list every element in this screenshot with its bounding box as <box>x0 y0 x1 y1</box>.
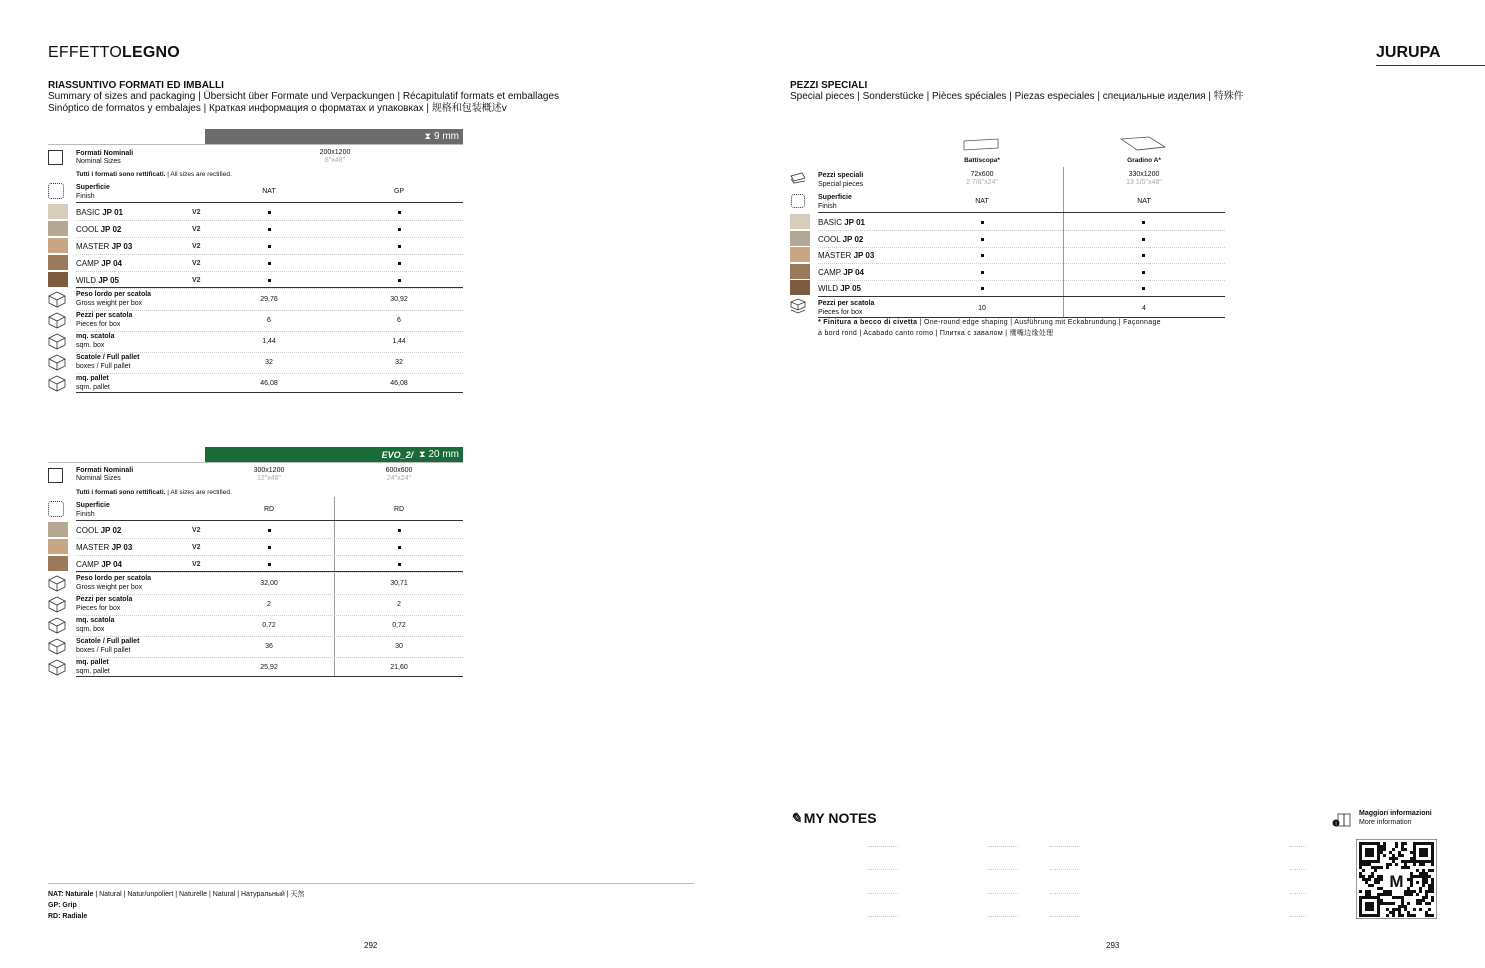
pack-label: Scatole / Full pallet <box>76 638 140 645</box>
divider <box>818 296 1225 297</box>
tile-swatch <box>48 204 68 219</box>
product-name: BASIC JP 01 <box>818 218 865 227</box>
pack-sublabel: boxes / Full pallet <box>76 647 131 654</box>
pack-value: 1,44 <box>262 338 276 345</box>
page-number-left: 292 <box>364 941 378 950</box>
finish-nat: NAT <box>262 188 276 195</box>
pack-value: 4 <box>1142 305 1146 312</box>
product-name: COOL JP 02 <box>76 526 122 535</box>
box-icon <box>48 659 66 677</box>
footer-divider <box>48 883 694 884</box>
note-line <box>988 916 1018 917</box>
finish-sublabel: Finish <box>76 511 95 518</box>
size-inch: 12"x48" <box>256 475 282 482</box>
variation-badge: V2 <box>192 226 201 233</box>
finish-icon <box>791 194 805 208</box>
collection-title: JURUPA <box>1376 44 1441 61</box>
col-head-gradino: Gradino A* <box>1127 157 1161 164</box>
row-divider <box>818 230 1225 231</box>
note-line <box>1290 916 1306 917</box>
box-icon <box>48 354 66 372</box>
pack-sublabel: boxes / Full pallet <box>76 363 131 370</box>
note-line <box>988 869 1018 870</box>
variation-badge: V2 <box>192 544 201 551</box>
variation-badge: V2 <box>192 243 201 250</box>
legend-gp: GP: Grip <box>48 902 77 909</box>
col-head-battiscopa: Battiscopa* <box>964 157 1000 164</box>
finish-icon <box>48 183 64 199</box>
row-divider <box>76 310 463 311</box>
page-number-right: 293 <box>1106 941 1120 950</box>
row-divider <box>76 254 463 255</box>
rectified-note: Tutti i formati sono rettificati. | All sizes are rectified. <box>76 171 232 178</box>
finish-label: Superficie <box>818 194 852 201</box>
box-icon <box>48 333 66 351</box>
divider <box>76 287 463 288</box>
edge-note-2: à bord rond | Acabado canto romo | Плитка с завалом | 鹰嘴边缘处理 <box>818 330 1054 337</box>
finish-nat: NAT <box>975 198 989 205</box>
pieces-sublabel: Special pieces <box>818 181 864 188</box>
variation-badge: V2 <box>192 561 201 568</box>
title-underline <box>1376 65 1485 66</box>
pieces-label: Pezzi speciali <box>818 172 864 179</box>
pack-label: mq. scatola <box>76 333 115 340</box>
availability-dot <box>268 279 271 282</box>
row-divider <box>76 657 463 658</box>
row-divider <box>76 538 463 539</box>
finish-label: Superficie <box>76 184 110 191</box>
row-divider <box>76 636 463 637</box>
row-divider <box>76 220 463 221</box>
special-pieces-icon <box>790 171 806 185</box>
availability-dot <box>268 546 271 549</box>
tile-swatch <box>790 231 810 246</box>
pack-value: 46,08 <box>390 380 408 387</box>
product-name: COOL JP 02 <box>76 225 122 234</box>
pack-sublabel: Gross weight per box <box>76 300 143 307</box>
availability-dot <box>981 254 984 257</box>
tile-swatch <box>790 214 810 229</box>
pack-value: 6 <box>397 317 401 324</box>
column-divider <box>334 497 335 677</box>
availability-dot <box>398 546 401 549</box>
pack-value: 0,72 <box>262 622 276 629</box>
pencil-icon: ✎ <box>790 810 802 826</box>
pack-value: 25,92 <box>260 664 278 671</box>
edge-note-1: * Finitura a becco di civetta | One-round edge shaping | Ausführung mit Eckabrundung | Façonnage <box>818 319 1161 326</box>
divider <box>818 212 1225 213</box>
tile-swatch <box>790 247 810 262</box>
thickness-icon: ⧗ <box>419 449 426 459</box>
availability-dot <box>398 262 401 265</box>
availability-dot <box>398 211 401 214</box>
size-value: 300x1200 <box>253 467 285 474</box>
tile-swatch <box>790 280 810 295</box>
pack-value: 36 <box>265 643 273 650</box>
pack-value: 10 <box>978 305 986 312</box>
tile-swatch <box>48 522 68 537</box>
pack-value: 21,60 <box>390 664 408 671</box>
note-line <box>1050 916 1080 917</box>
column-divider <box>1063 167 1064 317</box>
availability-dot <box>268 262 271 265</box>
pack-value: 32,00 <box>260 580 278 587</box>
variation-badge: V2 <box>192 260 201 267</box>
note-line <box>988 846 1018 847</box>
box-stack-icon <box>790 298 806 316</box>
product-name: CAMP JP 04 <box>76 560 122 569</box>
box-icon <box>48 596 66 614</box>
tile-swatch <box>48 272 68 287</box>
thickness-icon: ⧗ <box>424 131 431 141</box>
pack-value: 6 <box>267 317 271 324</box>
availability-dot <box>268 211 271 214</box>
divider <box>76 676 463 677</box>
row-divider <box>76 555 463 556</box>
size-inch: 8"x48" <box>324 157 346 164</box>
note-line <box>1290 869 1306 870</box>
nominal-sublabel: Nominal Sizes <box>76 475 121 482</box>
box-icon <box>48 575 66 593</box>
nominal-label: Formati Nominali <box>76 467 134 474</box>
row-divider <box>76 572 463 573</box>
skirting-icon <box>962 138 1002 152</box>
divider <box>76 520 463 521</box>
note-line <box>868 916 898 917</box>
row-divider <box>76 271 463 272</box>
pack-label: Peso lordo per scatola <box>76 291 152 298</box>
row-divider <box>76 352 463 353</box>
pack-value: 29,76 <box>260 296 278 303</box>
size-inch: 13 1/5"x48" <box>1126 179 1162 186</box>
row-divider <box>76 615 463 616</box>
pack-label: mq. scatola <box>76 617 115 624</box>
pack-sublabel: sqm. pallet <box>76 668 110 675</box>
summary-subtitle-1: Summary of sizes and packaging | Übersicht über Formate und Verpackungen | Récapitulatif formats et emballages <box>48 91 560 102</box>
product-name: COOL JP 02 <box>818 234 864 244</box>
availability-dot <box>981 221 984 224</box>
row-divider <box>76 331 463 332</box>
availability-dot <box>981 238 984 241</box>
divider <box>76 392 463 393</box>
pack-value: 30,71 <box>390 580 408 587</box>
section-title: EFFETTOLEGNO <box>48 44 180 61</box>
note-line <box>988 893 1018 894</box>
nominal-size-icon <box>48 468 63 483</box>
box-icon <box>48 638 66 656</box>
pack-sublabel: Gross weight per box <box>76 584 143 591</box>
evo-brand: EVO_2/ <box>381 449 414 460</box>
row-divider <box>76 237 463 238</box>
finish-label: Superficie <box>76 502 110 509</box>
finish-gp: GP <box>393 188 405 195</box>
divider <box>48 462 463 463</box>
row-divider <box>76 594 463 595</box>
availability-dot <box>398 529 401 532</box>
finish-sublabel: Finish <box>76 193 95 200</box>
note-line <box>868 846 898 847</box>
row-divider <box>818 247 1225 248</box>
finish-icon <box>48 501 64 517</box>
size-inch: 24"x24" <box>386 475 412 482</box>
availability-dot <box>981 271 984 274</box>
finish-nat: NAT <box>1137 198 1151 205</box>
availability-dot <box>398 228 401 231</box>
row-divider <box>818 280 1225 281</box>
note-line <box>1050 846 1080 847</box>
product-name: MASTER JP 03 <box>76 543 133 552</box>
info-book-icon <box>1332 812 1354 828</box>
product-name: WILD JP 05 <box>76 276 119 285</box>
availability-dot <box>398 279 401 282</box>
product-name: WILD JP 05 <box>818 284 861 293</box>
nominal-size-icon <box>48 150 63 165</box>
size-value: 330x1200 <box>1128 171 1160 178</box>
note-line <box>1050 893 1080 894</box>
pack-value: 0,72 <box>392 622 406 629</box>
legend-nat: NAT: Naturale | Natural | Natur/unpoliert | Naturelle | Natural | Натуральный | 天然 <box>48 891 305 898</box>
nominal-sublabel: Nominal Sizes <box>76 158 121 165</box>
variation-badge: V2 <box>192 527 201 534</box>
tile-swatch <box>48 255 68 270</box>
product-name: BASIC JP 01 <box>76 208 123 217</box>
variation-badge: V2 <box>192 277 201 284</box>
availability-dot <box>1142 221 1145 224</box>
note-line <box>1290 893 1306 894</box>
more-info-sub: More information <box>1359 819 1412 826</box>
pack-value: 46,08 <box>260 380 278 387</box>
availability-dot <box>1142 238 1145 241</box>
pack-value: 30,92 <box>390 296 408 303</box>
row-divider <box>76 288 463 289</box>
availability-dot <box>981 287 984 290</box>
note-line <box>868 893 898 894</box>
nominal-label: Formati Nominali <box>76 150 134 157</box>
special-subtitle: Special pieces | Sonderstücke | Pièces spéciales | Piezas especiales | специальные изделия | 特殊件 <box>790 91 1244 102</box>
pack-value: 1,44 <box>392 338 406 345</box>
finish-sublabel: Finish <box>818 203 837 210</box>
pack-label: mq. pallet <box>76 375 109 382</box>
product-name: CAMP JP 04 <box>76 259 122 268</box>
variation-badge: V2 <box>192 209 201 216</box>
pack-label: mq. pallet <box>76 659 109 666</box>
pack-sublabel: sqm. box <box>76 626 105 633</box>
pack-value: 32 <box>265 359 273 366</box>
qr-code[interactable] <box>1356 839 1437 919</box>
box-icon <box>48 291 66 309</box>
box-icon <box>48 617 66 635</box>
tile-swatch <box>790 264 810 279</box>
note-line <box>868 869 898 870</box>
divider <box>48 144 463 145</box>
availability-dot <box>268 529 271 532</box>
thickness-bar-9mm: ⧗ 9 mm <box>205 129 463 144</box>
availability-dot <box>1142 287 1145 290</box>
availability-dot <box>1142 254 1145 257</box>
divider <box>818 317 1225 318</box>
finish-rd: RD <box>393 506 405 513</box>
pack-label: Peso lordo per scatola <box>76 575 152 582</box>
pack-sublabel: sqm. pallet <box>76 384 110 391</box>
rectified-note: Tutti i formati sono rettificati. | All sizes are rectified. <box>76 489 232 496</box>
pack-label: Pezzi per scatola <box>818 300 875 307</box>
tile-swatch <box>48 221 68 236</box>
availability-dot <box>268 245 271 248</box>
box-icon <box>48 375 66 393</box>
size-inch: 2 7/8"x24" <box>966 179 998 186</box>
pack-sublabel: Pieces for box <box>818 309 863 316</box>
product-name: MASTER JP 03 <box>818 251 875 260</box>
pack-sublabel: Pieces for box <box>76 321 121 328</box>
row-divider <box>818 263 1225 264</box>
box-icon <box>48 312 66 330</box>
pack-value: 2 <box>397 601 401 608</box>
pack-label: Pezzi per scatola <box>76 596 133 603</box>
tile-swatch <box>48 238 68 253</box>
svg-text:M: M <box>1389 872 1404 891</box>
pack-label: Scatole / Full pallet <box>76 354 140 361</box>
size-value: 72x600 <box>970 171 994 178</box>
special-heading: PEZZI SPECIALI <box>790 80 868 91</box>
availability-dot <box>268 563 271 566</box>
size-value: 200x1200 <box>319 149 351 156</box>
size-value: 600x600 <box>385 467 413 474</box>
legend-rd: RD: Radiale <box>48 913 88 920</box>
availability-dot <box>268 228 271 231</box>
tile-swatch <box>48 556 68 571</box>
product-name: MASTER JP 03 <box>76 242 133 251</box>
pack-value: 32 <box>395 359 403 366</box>
pack-sublabel: Pieces for box <box>76 605 121 612</box>
tile-swatch <box>48 539 68 554</box>
pack-label: Pezzi per scatola <box>76 312 133 319</box>
pack-sublabel: sqm. box <box>76 342 105 349</box>
product-name: CAMP JP 04 <box>818 267 864 277</box>
divider <box>76 571 463 572</box>
svg-text:i: i <box>1335 821 1337 827</box>
summary-subtitle-2: Sinóptico de formatos y embalajes | Краткая информация о форматах и упаковках | 规格和包装概述v <box>48 103 507 114</box>
availability-dot <box>1142 271 1145 274</box>
pack-value: 30 <box>395 643 403 650</box>
my-notes-title: ✎ MY NOTES <box>790 810 877 826</box>
note-line <box>1050 869 1080 870</box>
finish-rd: RD <box>263 506 275 513</box>
availability-dot <box>398 245 401 248</box>
step-icon <box>1119 135 1169 153</box>
thickness-bar-20mm: EVO_2/ ⧗ 20 mm <box>205 447 463 462</box>
more-info-title: Maggiori informazioni <box>1359 810 1432 817</box>
availability-dot <box>398 563 401 566</box>
note-line <box>1290 846 1306 847</box>
summary-heading: RIASSUNTIVO FORMATI ED IMBALLI <box>48 80 224 91</box>
divider <box>76 202 463 203</box>
pack-value: 2 <box>267 601 271 608</box>
row-divider <box>76 373 463 374</box>
